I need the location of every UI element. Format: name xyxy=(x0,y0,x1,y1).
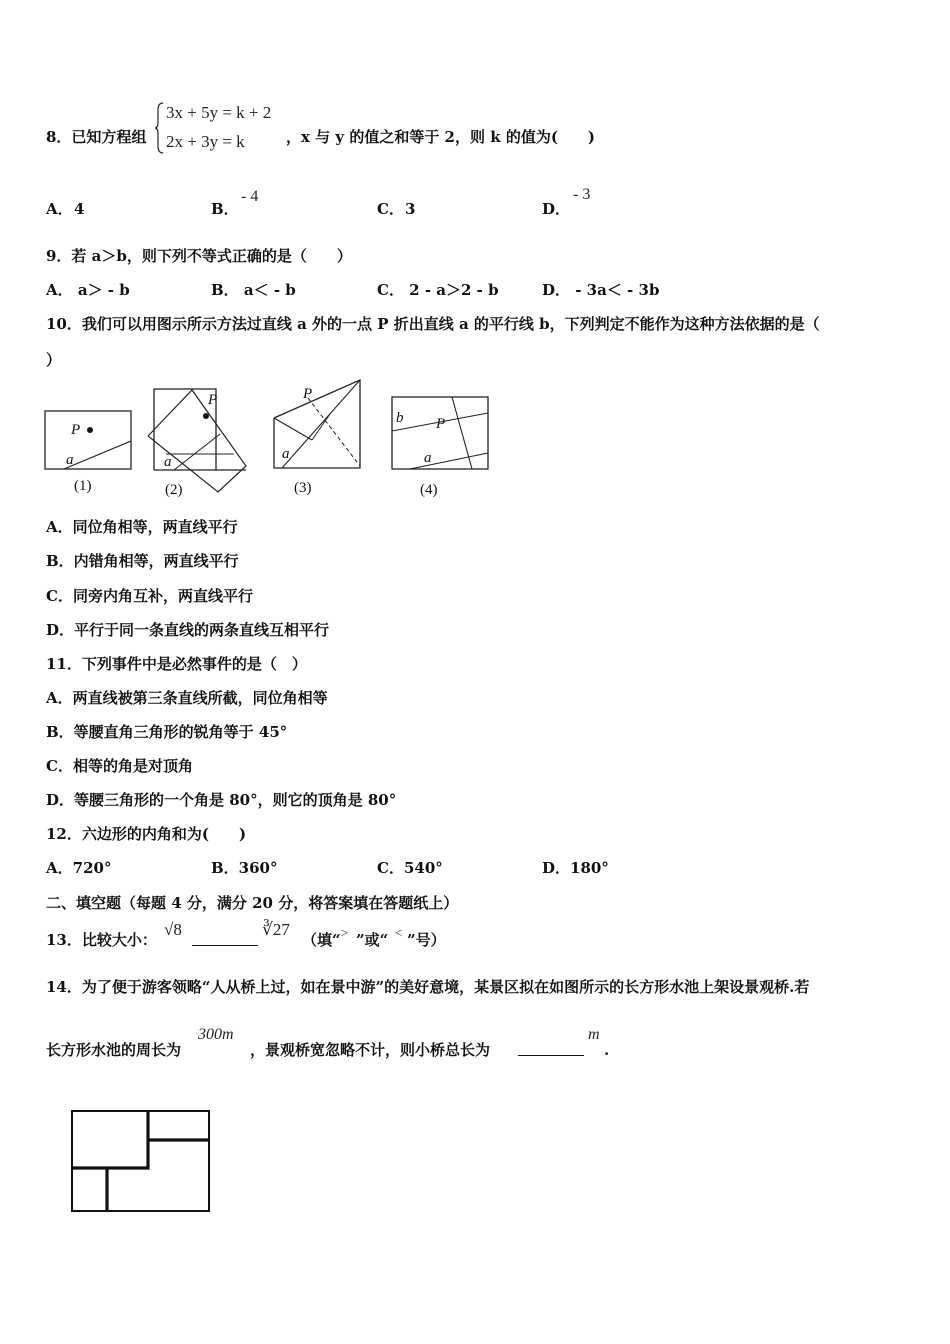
q12-opt-d: D．180° xyxy=(542,859,609,877)
q12-stem: 12．六边形的内角和为( ) xyxy=(46,825,247,843)
q10-stem-line1: 10．我们可以用图示所示方法过直线 a 外的一点 P 折出直线 a 的平行线 b，下列判定不能作为这种方法依据的是（ xyxy=(46,315,820,333)
q14-answer-blank[interactable] xyxy=(518,1041,584,1056)
bridge-segment xyxy=(72,1111,148,1168)
q10-fig2-label-p: P xyxy=(208,392,218,408)
q12-opt-b: B．360° xyxy=(211,859,278,877)
q9-opt-a: A． a＞ - b xyxy=(46,281,130,299)
q9-stem: 9．若 a＞b，则下列不等式正确的是（ ） xyxy=(46,247,352,265)
q13-answer-blank[interactable] xyxy=(192,931,258,946)
q13-hint-c: ”号） xyxy=(407,931,446,949)
q14-line2-b: ，景观桥宽忽略不计，则小桥总长为 xyxy=(250,1041,491,1059)
q8-opt-a-val: 4 xyxy=(74,200,85,218)
q11-opt-b: B．等腰直角三角形的锐角等于 45° xyxy=(46,723,288,741)
q13-expr1: √8 xyxy=(164,920,182,939)
q8-opt-c-val: 3 xyxy=(405,200,416,218)
q10-stem-line2: ） xyxy=(46,351,62,369)
q10-figure-4 xyxy=(390,395,492,477)
q11-opt-d: D．等腰三角形的一个角是 80°，则它的顶角是 80° xyxy=(46,791,397,809)
q13-prefix: 13．比较大小： xyxy=(46,931,157,949)
q10-opt-a: A．同位角相等，两直线平行 xyxy=(46,518,238,536)
q9-opt-d: D． - 3a＜ - 3b xyxy=(542,281,660,299)
q10-fig2-caption: (2) xyxy=(165,482,183,498)
q14-pool-figure xyxy=(70,1108,214,1218)
q14-perimeter: 300m xyxy=(198,1026,234,1043)
q10-fig4-label-a: a xyxy=(424,450,432,466)
q10-fig4-caption: (4) xyxy=(420,482,438,498)
q14-line2-c: . xyxy=(604,1041,610,1059)
q10-fig4-label-p: P xyxy=(436,416,446,432)
q13-sym-gt: > xyxy=(341,925,349,940)
q8-opt-b-val: - 4 xyxy=(241,188,259,205)
q8-stem-suffix: ，x 与 y 的值之和等于 2，则 k 的值为( ) xyxy=(286,128,596,146)
q10-opt-b: B．内错角相等，两直线平行 xyxy=(46,552,239,570)
q10-fig4-label-b: b xyxy=(396,410,404,426)
q8-eq1: 3x + 5y = k + 2 xyxy=(166,103,272,122)
q8-opt-c-label: C． xyxy=(377,200,404,218)
point-p-marker xyxy=(87,427,93,433)
q13-expr2: ∛27 xyxy=(262,920,290,939)
q14-line1: 14．为了便于游客领略“人从桥上过，如在景中游”的美好意境，某景区拟在如图所示的长方形水池上架设景观桥.若 xyxy=(46,978,810,996)
q10-fig3-caption: (3) xyxy=(294,480,312,496)
q10-opt-c: C．同旁内角互补，两直线平行 xyxy=(46,587,253,605)
q8-stem-prefix: 8．已知方程组 xyxy=(46,128,147,146)
q8-opt-b-label: B． xyxy=(211,200,239,218)
q8-opt-a-label: A． xyxy=(46,200,73,218)
q10-fig1-label-a: a xyxy=(66,452,74,468)
q12-opt-a: A．720° xyxy=(46,859,112,877)
q10-fig1-caption: (1) xyxy=(74,478,92,494)
q8-opt-d-val: - 3 xyxy=(573,186,591,203)
q10-fig3-label-a: a xyxy=(282,446,290,462)
section-2-heading: 二、填空题（每题 4 分，满分 20 分，将答案填在答题纸上） xyxy=(46,894,459,912)
q8-eq2: 2x + 3y = k xyxy=(166,132,245,151)
q12-opt-c: C．540° xyxy=(377,859,443,877)
q11-opt-c: C．相等的角是对顶角 xyxy=(46,757,193,775)
q13-hint-b: ”或“ xyxy=(356,931,389,949)
q10-opt-d: D．平行于同一条直线的两条直线互相平行 xyxy=(46,621,330,639)
q10-figure-2 xyxy=(146,386,250,500)
q11-opt-a: A．两直线被第三条直线所截，同位角相等 xyxy=(46,689,328,707)
q10-fig3-label-p: P xyxy=(303,386,313,402)
q8-opt-d-label: D． xyxy=(542,200,571,218)
q9-opt-c: C． 2 - a＞2 - b xyxy=(377,281,499,299)
q13-hint-a: （填“ xyxy=(302,931,341,949)
q10-figure-1 xyxy=(44,408,134,476)
q10-fig1-label-p: P xyxy=(71,422,81,438)
q10-fig2-label-a: a xyxy=(164,454,172,470)
q11-stem: 11．下列事件中是必然事件的是（ ） xyxy=(46,655,307,673)
q14-unit: m xyxy=(588,1026,600,1043)
q14-line2-a: 长方形水池的周长为 xyxy=(46,1041,182,1059)
q13-sym-lt: < xyxy=(395,925,403,940)
q9-opt-b: B． a＜ - b xyxy=(211,281,296,299)
